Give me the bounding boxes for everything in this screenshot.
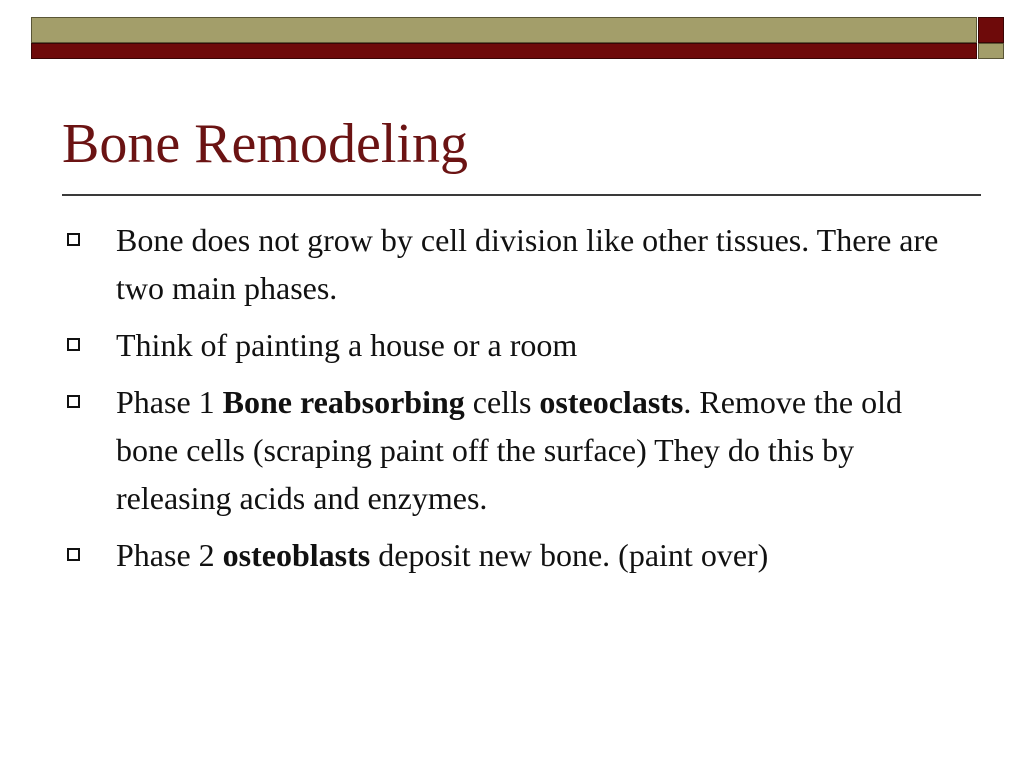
- bullet-item-phase-2: [62, 531, 962, 579]
- bullet-text: Think of painting a house or a room: [116, 327, 578, 363]
- hollow-square-bullet-icon: [67, 233, 80, 246]
- title-divider: [62, 194, 981, 196]
- bullet-text: Phase 1 Bone reabsorbing cells osteoclasts. Remove the old bone cells (scraping paint off the surface) They do this by releasing acids and enzymes.: [116, 384, 902, 516]
- bullet-list: [62, 216, 962, 588]
- header-bar-olive: [31, 17, 977, 43]
- bold-term: Bone reabsorbing: [222, 384, 465, 420]
- header-bar-maroon: [31, 43, 977, 59]
- hollow-square-bullet-icon: [67, 338, 80, 351]
- hollow-square-bullet-icon: [67, 548, 80, 561]
- bold-term: osteoclasts: [539, 384, 684, 420]
- bold-term: osteoblasts: [222, 537, 371, 573]
- bullet-text: Bone does not grow by cell division like other tissues. There are two main phases.: [116, 222, 939, 306]
- header-square-olive: [978, 43, 1004, 59]
- hollow-square-bullet-icon: [67, 395, 80, 408]
- bullet-item-phase-1: [62, 378, 962, 522]
- bullet-item-painting: [62, 321, 962, 369]
- header-square-maroon: [978, 17, 1004, 43]
- bullet-text: Phase 2 osteoblasts deposit new bone. (paint over): [116, 537, 769, 573]
- bullet-item-growth: [62, 216, 962, 312]
- slide-title: Bone Remodeling: [62, 113, 468, 175]
